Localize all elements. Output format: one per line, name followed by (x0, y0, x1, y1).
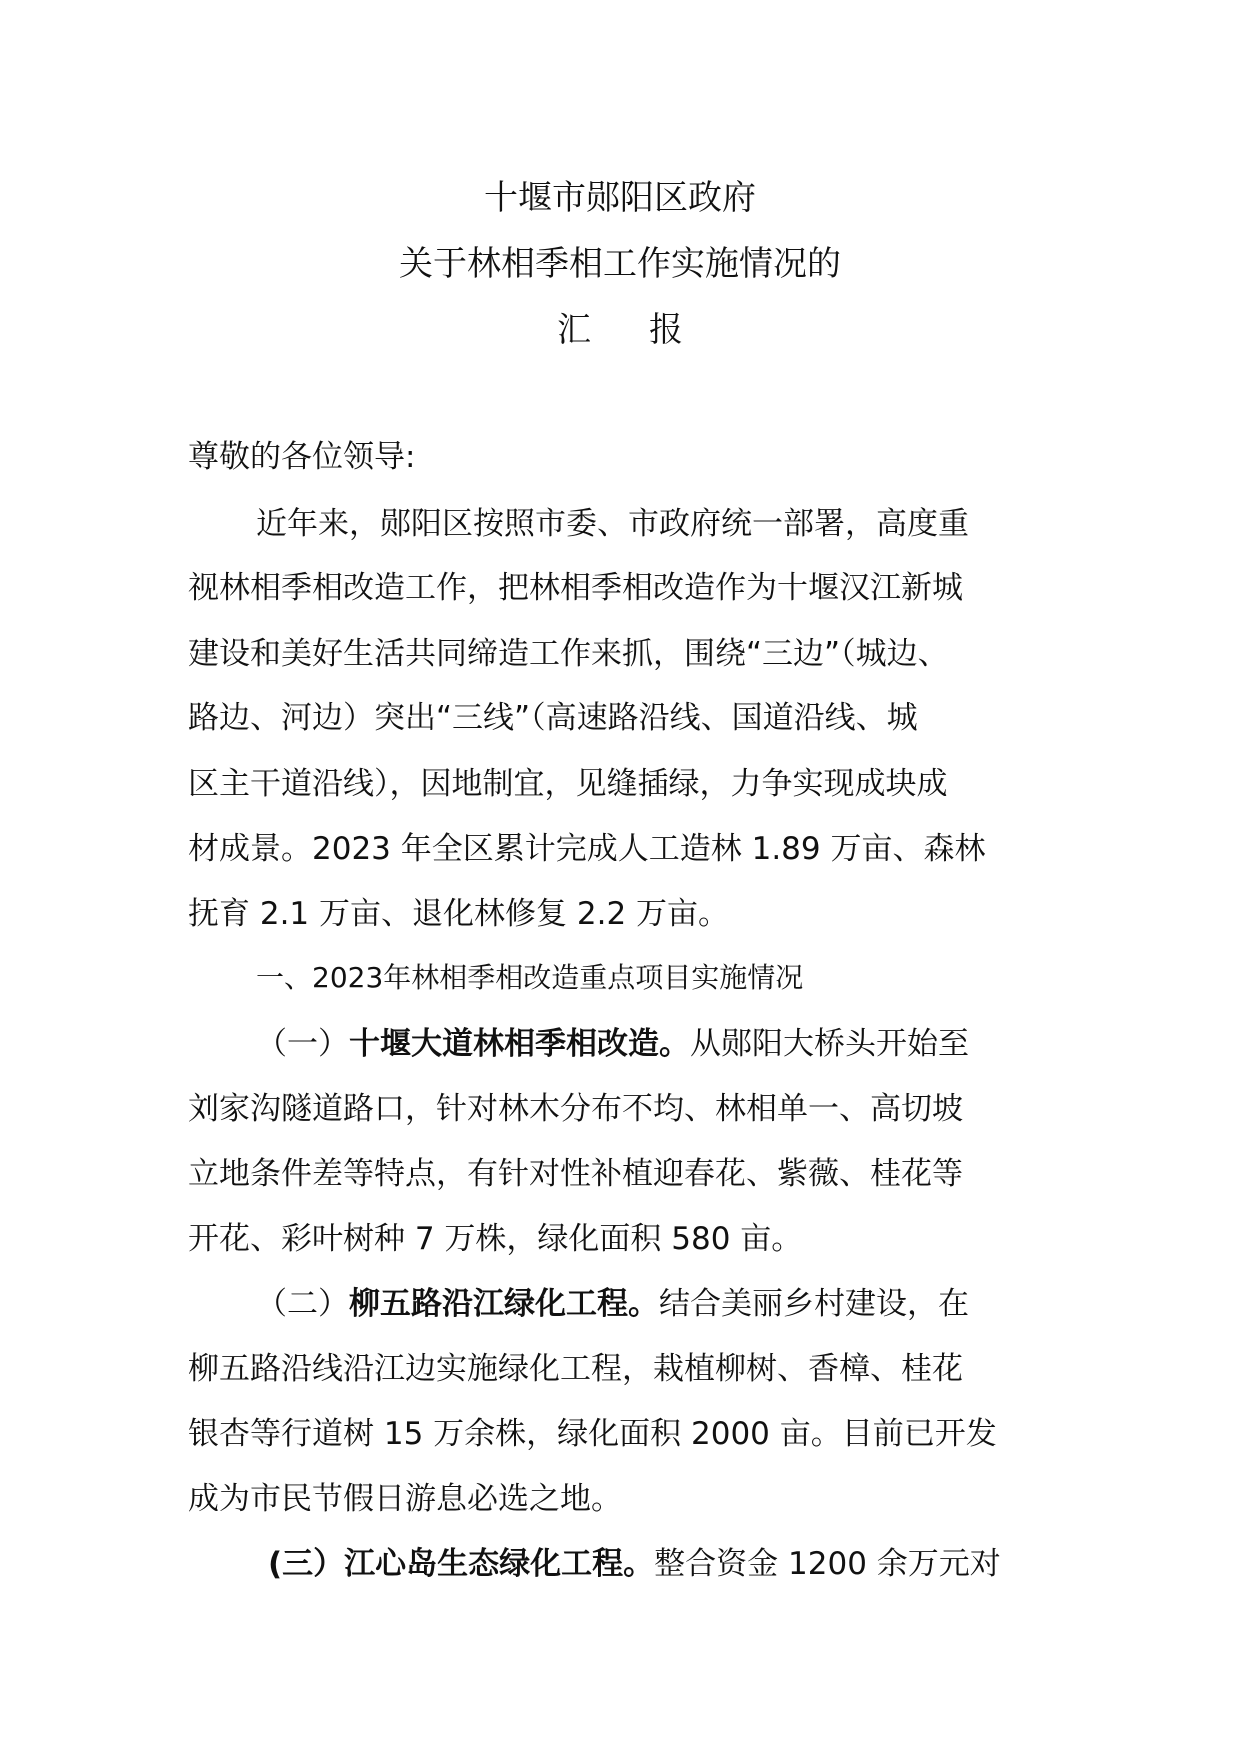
item-2-prefix: （二） (256, 1286, 349, 1322)
item-2-line: 银杏等行道树 15 万余株，绿化面积 2000 亩。目前已开发 (188, 1416, 997, 1452)
item-2-first-line (256, 1284, 969, 1324)
item-2-text: 结合美丽乡村建设，在 (659, 1286, 969, 1322)
item-1-heading: 十堰大道林相季相改造。 (349, 1026, 690, 1062)
item-2-heading: 柳五路沿江绿化工程。 (349, 1286, 659, 1322)
report-title-line-1: 十堰市郧阳区政府 (484, 178, 756, 218)
intro-paragraph-line: 抚育 2.1 万亩、退化林修复 2.2 万亩。 (188, 896, 730, 932)
item-3-text: 整合资金 1200 余万元对 (654, 1546, 1001, 1582)
section-heading: 一、2023年林相季相改造重点项目实施情况 (256, 961, 804, 994)
intro-paragraph-line: 视林相季相改造工作，把林相季相改造作为十堰汉江新城 (188, 570, 963, 606)
greeting: 尊敬的各位领导: (188, 439, 416, 475)
item-1-first-line (256, 1024, 969, 1064)
intro-paragraph-line: 区主干道沿线），因地制宜，见缝插绿，力争实现成块成 (188, 766, 948, 802)
item-1-line: 刘家沟隧道路口，针对林木分布不均、林相单一、高切坡 (188, 1091, 963, 1127)
intro-paragraph-line: 近年来，郧阳区按照市委、市政府统一部署，高度重 (256, 506, 969, 542)
item-3-first-line (268, 1544, 1001, 1584)
item-1-line: 立地条件差等特点，有针对性补植迎春花、紫薇、桂花等 (188, 1156, 963, 1192)
item-1-text: 从郧阳大桥头开始至 (690, 1026, 969, 1062)
report-title-char-1: 汇 (557, 310, 591, 350)
item-2-line: 成为市民节假日游息必选之地。 (188, 1481, 622, 1517)
item-3-heading: (三）江心岛生态绿化工程。 (268, 1546, 655, 1582)
intro-paragraph-line: 建设和美好生活共同缔造工作来抓，围绕“三边”（城边、 (188, 636, 949, 672)
item-2-line: 柳五路沿线沿江边实施绿化工程，栽植柳树、香樟、桂花 (188, 1351, 963, 1387)
intro-paragraph-line: 路边、河边）突出“三线”（高速路沿线、国道沿线、城 (188, 700, 918, 736)
item-1-line: 开花、彩叶树种 7 万株，绿化面积 580 亩。 (188, 1221, 803, 1257)
report-title-line-2: 关于林相季相工作实施情况的 (399, 244, 841, 284)
report-title-line-3 (0, 310, 1240, 350)
report-title-char-2: 报 (649, 310, 683, 350)
item-1-prefix: （一） (256, 1026, 349, 1062)
intro-paragraph-line: 材成景。2023 年全区累计完成人工造林 1.89 万亩、森林 (188, 831, 986, 867)
